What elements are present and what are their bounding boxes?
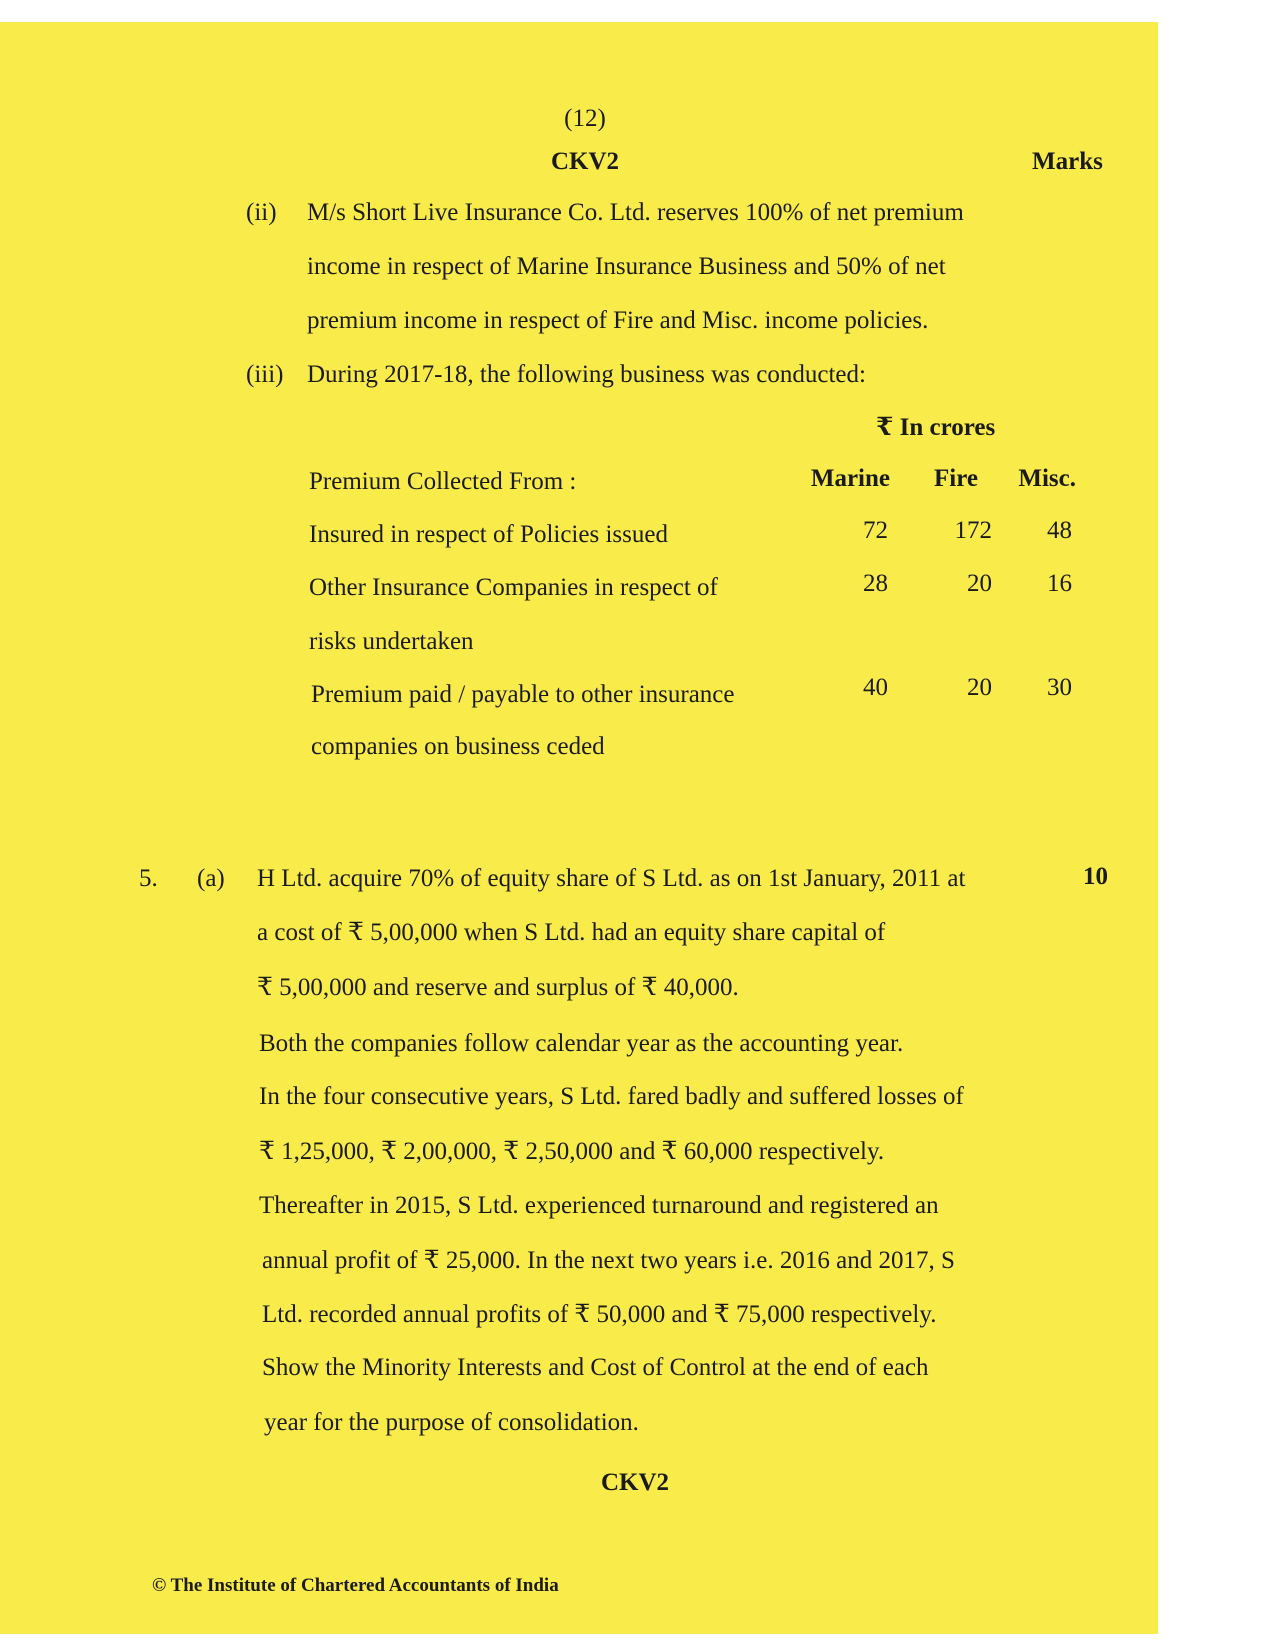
- q5-para1-line-2: a cost of ₹ 5,00,000 when S Ltd. had an equity share capital of: [257, 919, 886, 946]
- question-number: 5.: [139, 865, 158, 892]
- table-row-header: Premium Collected From :: [309, 468, 577, 495]
- q5-para2: Both the companies follow calendar year as the accounting year.: [259, 1030, 904, 1057]
- table-row-label: Insured in respect of Policies issued: [309, 521, 668, 548]
- table-row-label: Premium paid / payable to other insurance: [311, 681, 735, 708]
- part-ii-line-3: premium income in respect of Fire and Misc. income policies.: [307, 307, 929, 334]
- q5-para1-line-1: H Ltd. acquire 70% of equity share of S Ltd. as on 1st January, 2011 at: [257, 865, 966, 892]
- q5-para3-line-3: Thereafter in 2015, S Ltd. experienced turnaround and registered an: [259, 1192, 939, 1219]
- q5-para1-line-3: ₹ 5,00,000 and reserve and surplus of ₹ 40,000.: [257, 974, 739, 1001]
- table-cell-misc: 16: [1047, 570, 1072, 597]
- table-cell-misc: 30: [1047, 674, 1072, 701]
- table-row-label-cont: risks undertaken: [309, 628, 474, 655]
- table-cell-fire: 20: [967, 570, 992, 597]
- page-code: CKV2: [550, 148, 620, 175]
- question-part-label: (a): [197, 865, 225, 892]
- footer-code: CKV2: [600, 1469, 670, 1496]
- table-cell-marine: 28: [863, 570, 888, 597]
- table-cell-misc: 48: [1047, 517, 1072, 544]
- page-number: (12): [564, 105, 606, 132]
- part-iii-label: (iii): [246, 361, 284, 388]
- part-iii-text: During 2017-18, the following business was conducted:: [307, 361, 866, 388]
- part-ii-line-2: income in respect of Marine Insurance Business and 50% of net: [307, 253, 946, 280]
- table-cell-marine: 72: [863, 517, 888, 544]
- copyright-notice: © The Institute of Chartered Accountants of India: [152, 1575, 559, 1596]
- table-cell-fire: 172: [954, 517, 992, 544]
- q5-para3-line-5: Ltd. recorded annual profits of ₹ 50,000 and ₹ 75,000 respectively.: [262, 1301, 937, 1328]
- column-header-fire: Fire: [934, 465, 978, 492]
- table-row-label-cont: companies on business ceded: [311, 733, 605, 760]
- column-header-misc: Misc.: [1018, 465, 1076, 492]
- q5-para3-line-2: ₹ 1,25,000, ₹ 2,00,000, ₹ 2,50,000 and ₹ 60,000 respectively.: [259, 1138, 885, 1165]
- column-header-marine: Marine: [810, 465, 890, 492]
- table-unit: ₹ In crores: [876, 414, 996, 441]
- table-row-label: Other Insurance Companies in respect of: [309, 574, 718, 601]
- part-ii-label: (ii): [246, 199, 277, 226]
- marks-heading: Marks: [1032, 148, 1103, 175]
- q5-para4-line-2: year for the purpose of consolidation.: [264, 1409, 639, 1436]
- q5-para3-line-1: In the four consecutive years, S Ltd. fared badly and suffered losses of: [259, 1083, 964, 1110]
- q5-para4-line-1: Show the Minority Interests and Cost of Control at the end of each: [262, 1354, 929, 1381]
- q5-para3-line-4: annual profit of ₹ 25,000. In the next two years i.e. 2016 and 2017, S: [262, 1247, 955, 1274]
- question-marks: 10: [1083, 863, 1108, 890]
- part-ii-line-1: M/s Short Live Insurance Co. Ltd. reserves 100% of net premium: [307, 199, 964, 226]
- table-cell-fire: 20: [967, 674, 992, 701]
- table-cell-marine: 40: [863, 674, 888, 701]
